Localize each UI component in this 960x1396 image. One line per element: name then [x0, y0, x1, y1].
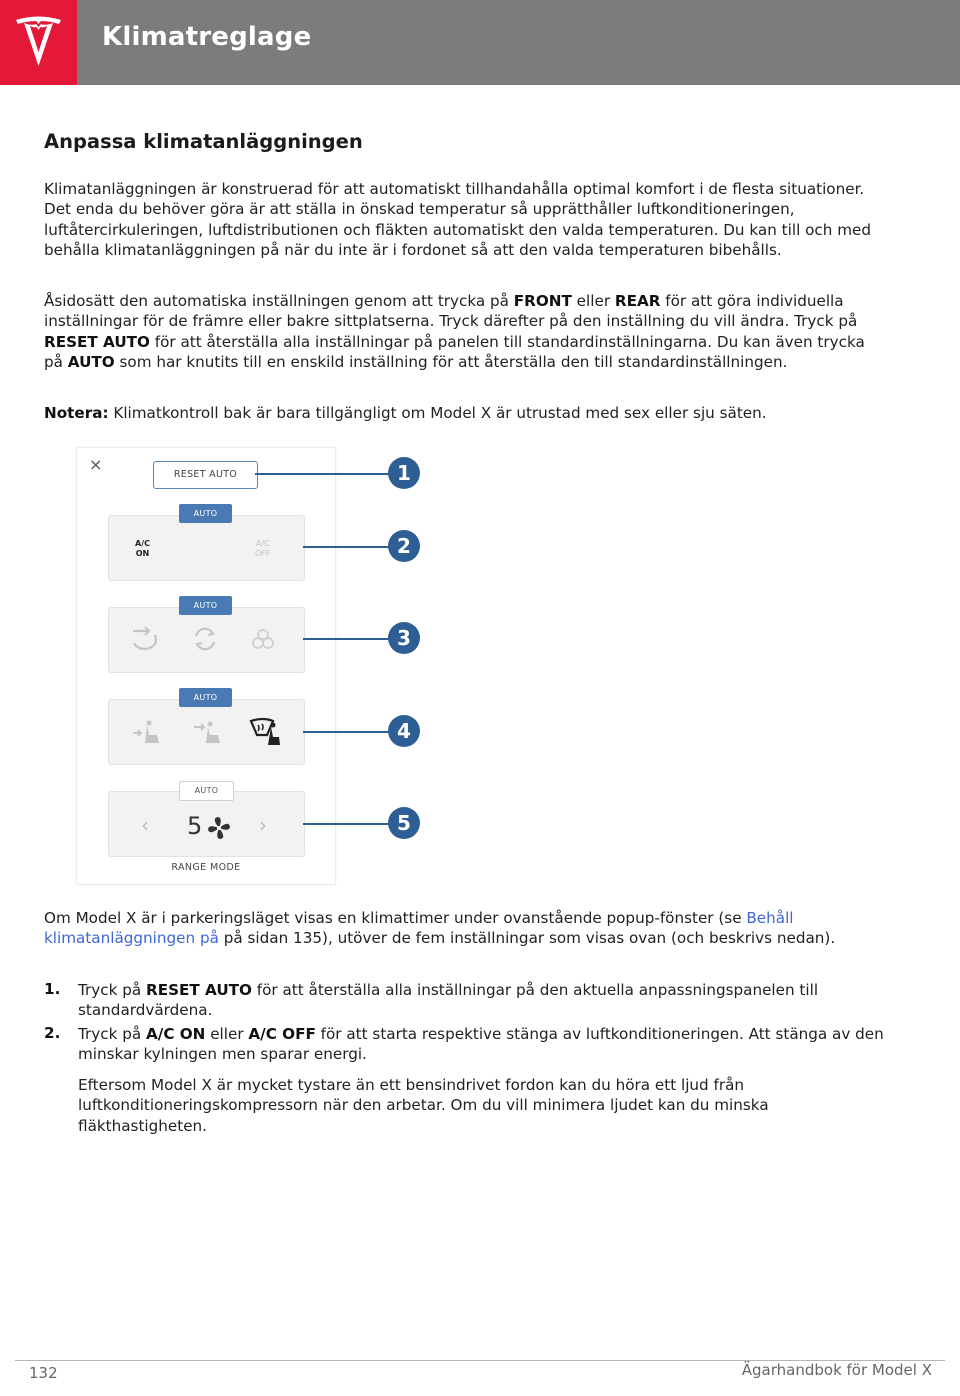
tesla-logo-icon [14, 14, 63, 70]
tesla-logo [0, 0, 77, 85]
list-item-2-extra: Eftersom Model X är mycket tystare än ett bensindrivet fordon kan du höra ett ljud från luftkonditioneringskompressorn när den arbetar. Om du vill minimera ljudet kan du minska fläkthastigheten. [78, 1076, 769, 1135]
fan-decrease-icon[interactable]: ‹ [141, 813, 149, 837]
override-paragraph: Åsidosätt den automatiska inställningen genom att trycka på FRONT eller REAR för att göra individuella inställningar för de främre eller bakre sittplatserna. Tryck därefter på den inställning du vill ändra. Tryck på RESET AUTO för att återställa alla inställningar på panelen till standardinställningarna. Du kan även trycka på AUTO som har knutits till en enskild inställning för att återställa den till standardinställningen. [44, 292, 865, 372]
face-airflow-icon[interactable] [192, 719, 222, 747]
reset-auto-button[interactable]: RESET AUTO [153, 461, 258, 489]
page-header [0, 0, 960, 85]
recirculate-icon[interactable] [191, 625, 219, 653]
callout-line-4 [303, 731, 390, 733]
windshield-defrost-icon[interactable] [249, 717, 281, 747]
page-title: Klimatreglage [102, 22, 312, 52]
fan-icon [207, 816, 231, 840]
callout-badge-2: 2 [388, 530, 420, 562]
page-number: 132 [29, 1364, 58, 1382]
fresh-air-icon[interactable] [129, 625, 161, 653]
distribution-auto-button[interactable]: AUTO [179, 688, 232, 707]
ac-auto-button[interactable]: AUTO [179, 504, 232, 523]
callout-badge-5: 5 [388, 807, 420, 839]
section-heading: Anpassa klimatanläggningen [44, 130, 363, 153]
callout-line-2 [303, 546, 390, 548]
range-mode-label[interactable]: RANGE MODE [171, 862, 241, 873]
close-icon[interactable]: × [89, 455, 103, 474]
parking-paragraph: Om Model X är i parkeringsläget visas en klimattimer under ovanstående popup-fönster (se Behåll klimatanläggningen på på sidan 135), utöver de fem inställningar som visas ovan (och beskrivs nedan). [44, 909, 836, 948]
climate-popup-diagram [76, 447, 336, 885]
note-paragraph: Notera: Klimatkontroll bak är bara tillgängligt om Model X är utrustad med sex eller sju säten. [44, 404, 767, 422]
list-item-2: Tryck på A/C ON eller A/C OFF för att starta respektive stänga av luftkonditioneringen. Att stänga av den minskar kylningen men sparar energi. [78, 1025, 884, 1064]
callout-line-1 [255, 473, 390, 475]
list-number-1: 1. [44, 980, 61, 998]
callout-line-3 [303, 638, 390, 640]
callout-line-5 [303, 823, 390, 825]
list-number-2: 2. [44, 1024, 61, 1042]
fan-increase-icon[interactable]: › [259, 813, 267, 837]
callout-badge-4: 4 [388, 715, 420, 747]
callout-badge-3: 3 [388, 622, 420, 654]
callout-badge-1: 1 [388, 457, 420, 489]
fan-auto-button[interactable]: AUTO [179, 781, 234, 801]
list-item-1: Tryck på RESET AUTO för att återställa alla inställningar på den aktuella anpassningspanelen till standardvärdena. [78, 981, 819, 1020]
feet-airflow-icon[interactable] [131, 719, 161, 747]
bioweapon-defense-icon[interactable] [249, 626, 277, 654]
link-keep-climate-on[interactable]: Behåll klimatanläggningen på [44, 909, 794, 948]
ac-on-button[interactable]: A/C ON [135, 539, 150, 558]
intro-paragraph: Klimatanläggningen är konstruerad för att automatiskt tillhandahålla optimal komfort i de flesta situationer. Det enda du behöver göra är att ställa in önskad temperatur så upprätthåller luftkonditioneringen, luftåtercirkuleringen, luftdistributionen och fläkten automatiskt den valda temperaturen. Du kan till och med behålla klimatanläggningen på när du inte är i fordonet så att den valda temperaturen bibehålls. [44, 180, 871, 260]
recirculation-auto-button[interactable]: AUTO [179, 596, 232, 615]
manual-title: Ägarhandbok för Model X [741, 1361, 932, 1379]
ac-off-button[interactable]: A/C OFF [255, 539, 271, 558]
fan-speed-value: 5 [187, 812, 203, 840]
